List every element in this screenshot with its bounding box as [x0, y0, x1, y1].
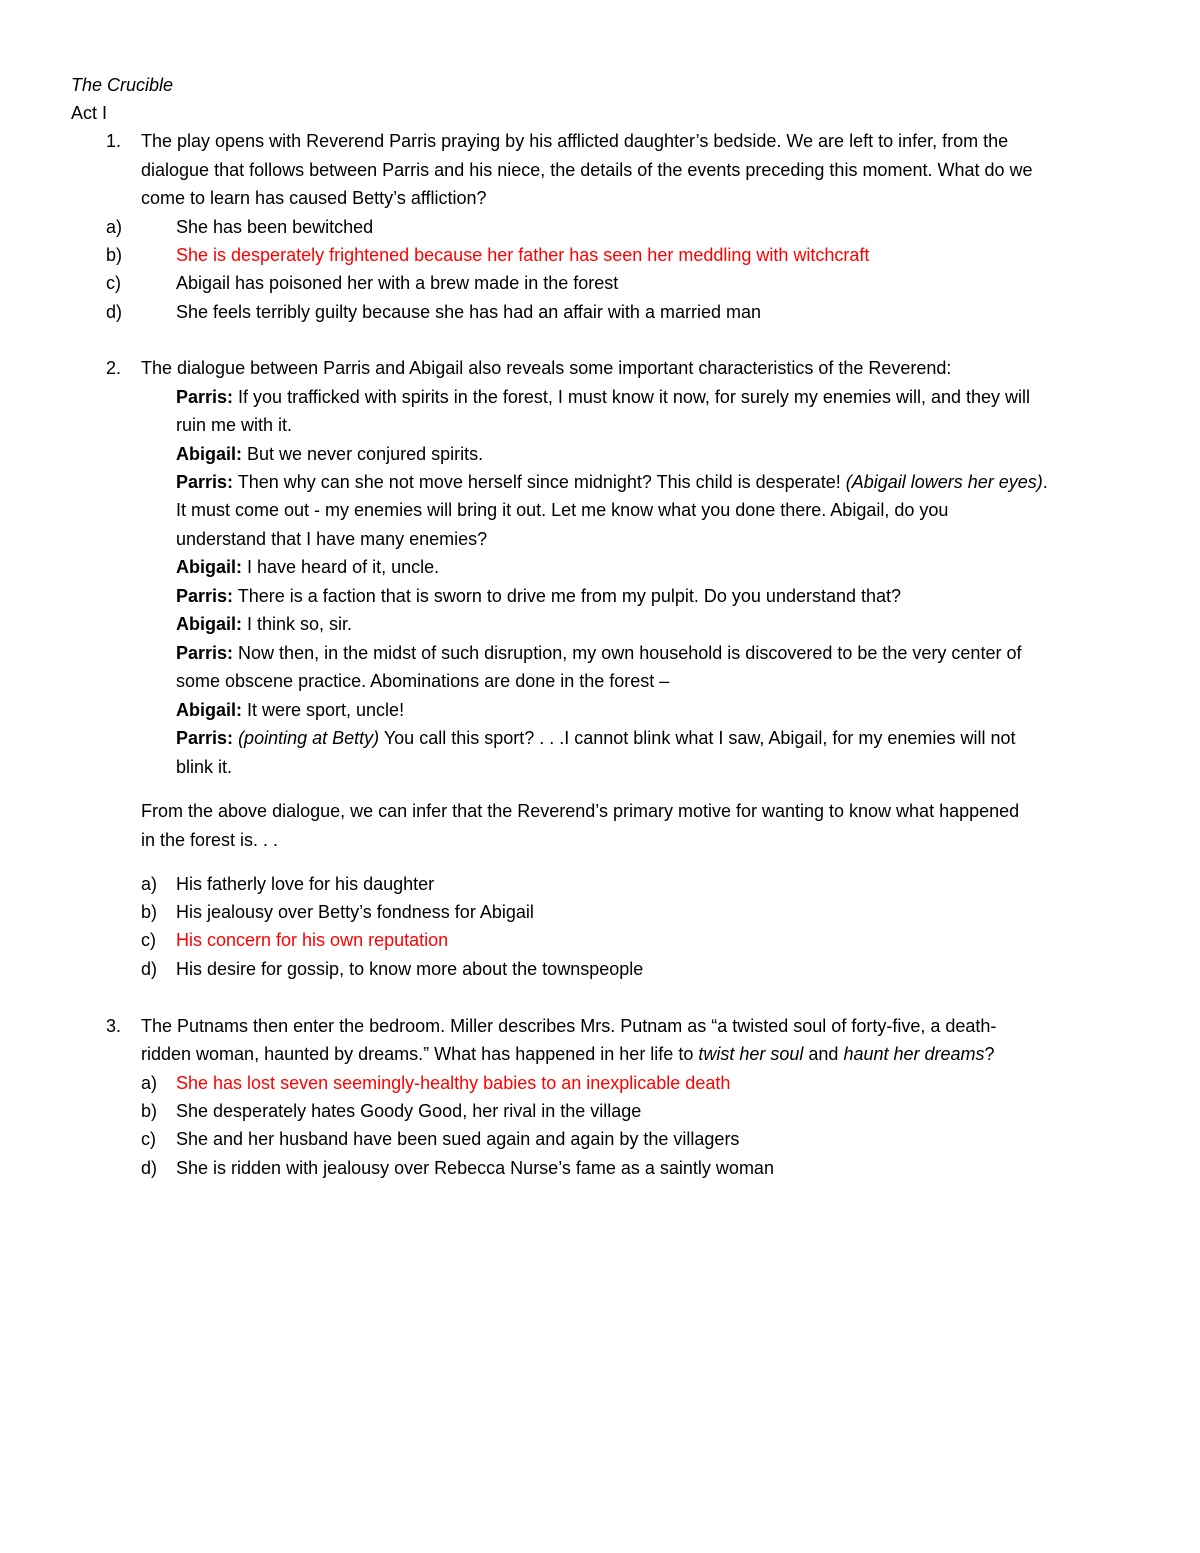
speaker-name: Parris:	[176, 728, 234, 748]
option-text: She feels terribly guilty because she has had an affair with a married man	[176, 302, 761, 322]
option-letter: c)	[141, 1129, 156, 1149]
speaker-name: Parris:	[176, 643, 234, 663]
option-letter: b)	[141, 902, 158, 922]
option-letter: a)	[106, 217, 123, 237]
dialogue-line: blink it.	[176, 757, 233, 777]
speaker-name: Parris:	[176, 387, 234, 407]
option-letter: b)	[141, 1101, 158, 1121]
speaker-name: Parris:	[176, 472, 234, 492]
question-3-option-b	[0, 1097, 1200, 1125]
dialogue-line	[176, 724, 1015, 752]
question-3-first-line	[0, 1012, 1200, 1040]
question-2-prompt-line: The dialogue between Parris and Abigail also reveals some important characteristics of the Reverend:	[141, 358, 952, 378]
question-1-option-a	[0, 213, 1200, 241]
question-1-option-b-answer	[0, 241, 1200, 269]
dialogue-text: Then why can she not move herself since midnight? This child is desperate!	[233, 472, 846, 492]
stage-direction: (pointing at Betty)	[238, 728, 380, 748]
question-2-option-c-answer	[0, 926, 1200, 954]
question-1-prompt-line: The play opens with Reverend Parris praying by his afflicted daughter’s bedside. We are left to infer, from the	[141, 131, 1009, 151]
speaker-name: Abigail:	[176, 444, 242, 464]
dialogue-line	[176, 553, 439, 581]
dialogue-line	[176, 582, 901, 610]
question-3-option-c	[0, 1125, 1200, 1153]
question-2-option-b	[0, 898, 1200, 926]
option-text: She has lost seven seemingly-healthy babies to an inexplicable death	[176, 1073, 731, 1093]
option-letter: d)	[141, 1158, 158, 1178]
option-text: She has been bewitched	[176, 217, 374, 237]
option-letter: c)	[141, 930, 156, 950]
speaker-name: Parris:	[176, 586, 234, 606]
dialogue-line: It must come out - my enemies will bring it out. Let me know what you done there. Abigail, do you	[176, 500, 949, 520]
option-text: She is desperately frightened because her father has seen her meddling with witchcraft	[176, 245, 870, 265]
question-2-followup-line: From the above dialogue, we can infer that the Reverend’s primary motive for wanting to know what happened	[141, 801, 1020, 821]
question-2-followup-line: in the forest is. . .	[141, 830, 279, 850]
option-text: His fatherly love for his daughter	[176, 874, 435, 894]
option-text: His concern for his own reputation	[176, 930, 449, 950]
question-3-option-d	[0, 1154, 1200, 1182]
question-3-prompt-line	[141, 1040, 995, 1068]
dialogue-text: You call this sport? . . .I cannot blink what I saw, Abigail, for my enemies will not	[379, 728, 1016, 748]
stage-direction: (Abigail lowers her eyes)	[845, 472, 1043, 492]
question-2-number: 2.	[106, 358, 122, 378]
question-1-first-line	[0, 127, 1200, 155]
option-text: She desperately hates Goody Good, her rival in the village	[176, 1101, 642, 1121]
dialogue-line	[176, 383, 1030, 411]
option-text: She is ridden with jealousy over Rebecca Nurse’s fame as a saintly woman	[176, 1158, 774, 1178]
act-heading: Act I	[71, 103, 108, 123]
dialogue-text: I have heard of it, uncle.	[242, 557, 440, 577]
question-1-prompt-line: come to learn has caused Betty’s affliction?	[141, 188, 487, 208]
prompt-text: and	[803, 1044, 844, 1064]
dialogue-text: It were sport, uncle!	[242, 700, 405, 720]
dialogue-line	[176, 639, 1021, 667]
dialogue-text: If you trafficked with spirits in the forest, I must know it now, for surely my enemies will, and they will	[233, 387, 1031, 407]
dialogue-text: Now then, in the midst of such disruption, my own household is discovered to be the very center of	[233, 643, 1022, 663]
speaker-name: Abigail:	[176, 614, 242, 634]
option-text: His jealousy over Betty’s fondness for Abigail	[176, 902, 534, 922]
prompt-emphasis: haunt her dreams	[843, 1044, 985, 1064]
question-3-number: 3.	[106, 1016, 122, 1036]
question-3-option-a-answer	[0, 1069, 1200, 1097]
question-2-option-d	[0, 955, 1200, 983]
question-3-prompt-line: The Putnams then enter the bedroom. Miller describes Mrs. Putnam as “a twisted soul of forty-five, a death-	[141, 1016, 997, 1036]
prompt-emphasis: twist her soul	[698, 1044, 804, 1064]
question-1-option-d	[0, 298, 1200, 326]
option-text: His desire for gossip, to know more about the townspeople	[176, 959, 644, 979]
dialogue-line	[176, 610, 352, 638]
question-2-option-a	[0, 870, 1200, 898]
question-1-option-c	[0, 269, 1200, 297]
option-letter: a)	[141, 874, 158, 894]
dialogue-text: I think so, sir.	[242, 614, 353, 634]
dialogue-line	[176, 440, 483, 468]
prompt-text: ridden woman, haunted by dreams.” What has happened in her life to	[141, 1044, 699, 1064]
dialogue-text: But we never conjured spirits.	[242, 444, 484, 464]
dialogue-line: some obscene practice. Abominations are done in the forest –	[176, 671, 670, 691]
dialogue-line: understand that I have many enemies?	[176, 529, 488, 549]
question-1-number: 1.	[106, 131, 122, 151]
option-text: She and her husband have been sued again and again by the villagers	[176, 1129, 740, 1149]
option-letter: a)	[141, 1073, 158, 1093]
question-2-first-line	[0, 354, 1200, 382]
dialogue-line: ruin me with it.	[176, 415, 293, 435]
speaker-name: Abigail:	[176, 700, 242, 720]
prompt-text: ?	[984, 1044, 995, 1064]
option-letter: b)	[106, 245, 123, 265]
speaker-name: Abigail:	[176, 557, 242, 577]
dialogue-line	[176, 696, 404, 724]
dialogue-line	[176, 468, 1048, 496]
option-letter: d)	[106, 302, 123, 322]
document-title: The Crucible	[71, 75, 174, 95]
option-letter: c)	[106, 273, 121, 293]
option-letter: d)	[141, 959, 158, 979]
dialogue-text: There is a faction that is sworn to drive me from my pulpit. Do you understand that?	[233, 586, 902, 606]
option-text: Abigail has poisoned her with a brew made in the forest	[176, 273, 619, 293]
dialogue-text: .	[1042, 472, 1048, 492]
question-1-prompt-line: dialogue that follows between Parris and his niece, the details of the events preceding this moment. What do we	[141, 160, 1033, 180]
